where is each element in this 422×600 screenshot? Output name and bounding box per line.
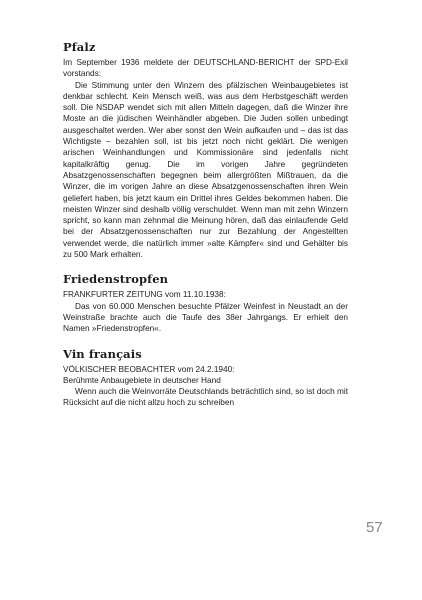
section-heading: Friedenstropfen xyxy=(63,272,169,287)
article-subline: Berühmte Anbaugebiete in deutscher Hand xyxy=(63,375,221,385)
section-vin-francais xyxy=(63,347,348,409)
section-friedenstropfen xyxy=(63,272,348,334)
section-body: Das von 60.000 Menschen besuchte Pfälzer Weinfest in Neustadt an der Weinstraße brachte auch die Taufe des 38er Jahrgangs. Er erhielt den Namen »Friedenstropfen«. xyxy=(63,301,348,334)
source-line: Im September 1936 meldete der DEUTSCHLAND-BERICHT der SPD-Exil vorstands: xyxy=(63,58,348,79)
source-line: VÖLKISCHER BEOBACHTER vom 24.2.1940: xyxy=(63,364,235,374)
section-heading: Vin français xyxy=(63,346,142,361)
text-column xyxy=(63,40,348,421)
section-heading: Pfalz xyxy=(63,40,96,54)
section-body: Wenn auch die Weinvorräte Deutschlands beträchtlich sind, so ist doch mit Rücksicht auf die nicht allzu hoch zu schreiben xyxy=(63,387,348,408)
section-pfalz xyxy=(63,40,348,260)
page-number: 57 xyxy=(366,519,383,536)
source-line: FRANKFURTER ZEITUNG vom 11.10.1938: xyxy=(63,290,226,300)
section-body: Die Stimmung unter den Winzern des pfälzischen Weinbaugebietes ist denkbar schlecht. Kein Mensch weiß, was aus dem Herbstgeschäft werden soll. Die NSDAP wendet sich mit allen Mitteln dagegen, daß die Winzer ihre Moste an die jüdischen Weinhändler abgeben. Die Juden sollen unbedingt ausgeschaltet werden. Wer aber sonst den Wein aufkaufen und – das ist das Wichtigste – bezahlen soll, ist bis jetzt noch nicht geklärt. Die wenigen arischen Weinhandlungen und Kommissionäre sind jedenfalls nicht kapitalkräftig genug. Die im vorigen Jahre gegründeten Absatzgenossenschaften begegnen beim allergrößten Mißtrauen, da die Winzer, die im vorigen Jahre an diese Absatzgenossenschaften ihren Wein geliefert haben, bis jetzt kaum ein Drittel ihres Geldes bekommen haben. Die meisten Winzer sind deshalb völlig verschuldet. Wenn man mit zehn Winzern spricht, so kann man zehnmal die Meinung hören, daß das einlaufende Geld bei der Absatzgenossenschaften nur zur Bezahlung der Angestellten verwendet werde, die natürlich immer »alte Kämpfer« sind und Gehälter bis zu 500 Mark erhalten. xyxy=(63,80,348,260)
